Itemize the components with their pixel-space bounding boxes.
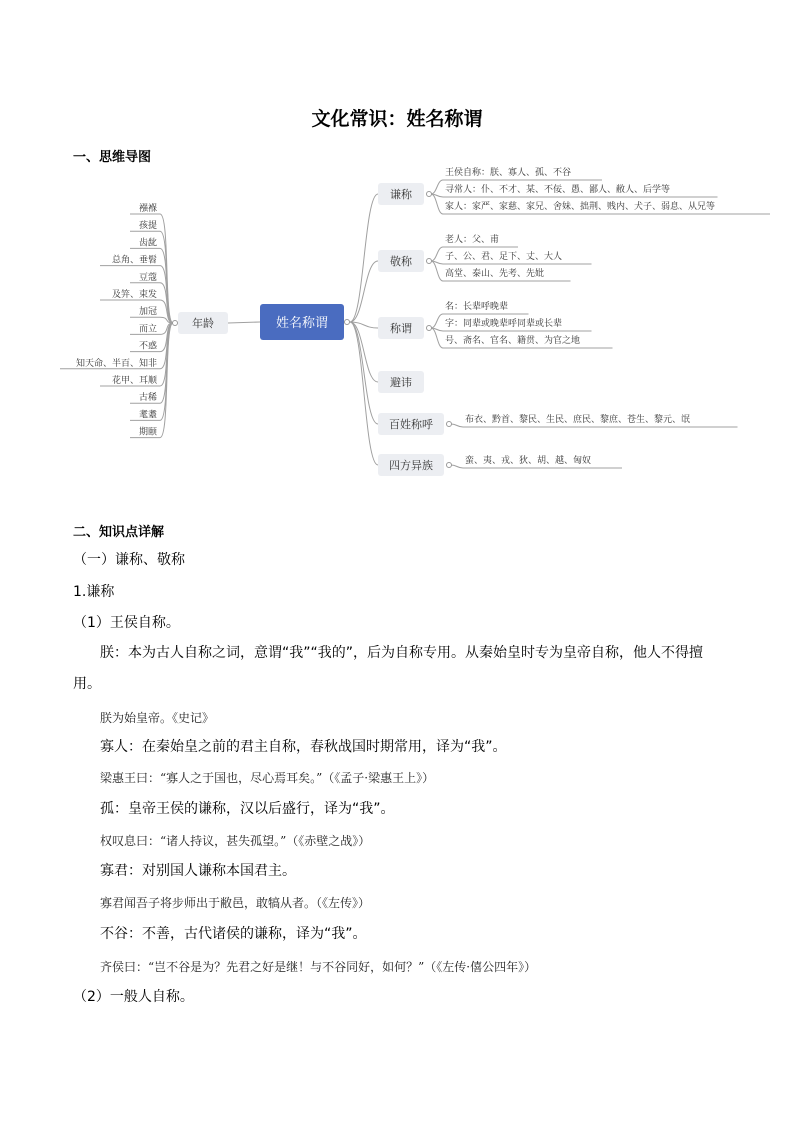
age-connector-dot [173, 321, 178, 326]
center-node-label: 姓名称谓 [275, 316, 329, 331]
zhen-paragraph: 朕：本为古人自称之词，意谓“我”“我的”，后为自称专用。从秦始皇时专为皇帝自称，他人不得擅用。 [73, 645, 704, 692]
age-item: 豆蔻 [138, 272, 157, 283]
subheading-qiancheng: 1.谦称 [73, 584, 115, 600]
age-item: 及笄、束发 [111, 290, 157, 300]
age-item: 而立 [138, 324, 157, 335]
branch-label-5: 四方异族 [389, 459, 433, 472]
age-item: 花甲、耳顺 [111, 376, 157, 386]
age-item: 古稀 [138, 393, 157, 404]
branch-label-0: 谦称 [390, 188, 412, 201]
subheading-qian-jing: （一）谦称、敬称 [73, 552, 185, 568]
branch-child: 蛮、夷、戎、狄、胡、越、匈奴 [465, 456, 592, 466]
age-item: 耄耋 [138, 410, 157, 421]
bugu-paragraph: 不谷：不善，古代诸侯的谦称，译为“我”。 [100, 926, 367, 942]
branch-label-4: 百姓称呼 [389, 418, 433, 431]
section-heading-mindmap: 一、思维导图 [73, 150, 152, 165]
center-connector-dot [345, 320, 350, 325]
branch-child: 家人：家严、家慈、家兄、舍妹、拙荆、贱内、犬子、弱息、从兄等 [445, 202, 716, 212]
branch-child: 布衣、黔首、黎民、生民、庶民、黎庶、苍生、黎元、氓 [465, 415, 691, 425]
branch-connector-dot [427, 192, 432, 197]
age-item: 知天命、半百、知非 [75, 358, 157, 369]
guaren-paragraph: 寡人：在秦始皇之前的君主自称，春秋战国时期常用，译为“我”。 [100, 739, 507, 755]
age-item: 总角、垂髫 [111, 255, 157, 266]
age-item: 齿龀 [138, 238, 157, 249]
page-title: 文化常识：姓名称谓 [311, 108, 483, 130]
age-item: 期颐 [138, 427, 157, 438]
age-item: 不惑 [138, 341, 157, 352]
guaren-quote: 梁惠王曰：“寡人之于国也，尽心焉耳矣。”（《孟子·梁惠王上》） [100, 771, 435, 785]
guajun-paragraph: 寡君：对别国人谦称本国君主。 [100, 863, 296, 879]
mind-map [0, 0, 794, 500]
section-heading-details: 二、知识点详解 [73, 525, 165, 540]
subheading-ordinary: （2）一般人自称。 [73, 989, 194, 1005]
branch-connector-dot [447, 463, 452, 468]
branch-child: 字：同辈或晚辈呼同辈或长辈 [445, 319, 563, 329]
gu-quote: 权叹息曰：“诸人持议，甚失孤望。”（《赤壁之战》） [100, 834, 371, 848]
subheading-wanghou: （1）王侯自称。 [73, 615, 180, 631]
zhen-quote: 朕为始皇帝。《史记》 [100, 711, 215, 725]
branch-connector-dot [447, 422, 452, 427]
branch-child: 寻常人：仆、不才、某、不佞、愚、鄙人、敝人、后学等 [445, 185, 671, 195]
guajun-quote: 寡君闻吾子将步师出于敝邑，敢犒从者。（《左传》） [100, 896, 371, 910]
branch-connector-dot [427, 259, 432, 264]
branch-label-1: 敬称 [390, 255, 412, 268]
branch-child: 王侯自称：朕、寡人、孤、不谷 [445, 168, 572, 178]
age-item: 襁褓 [138, 204, 157, 214]
age-node-label: 年龄 [192, 317, 214, 330]
branch-child: 高堂、泰山、先考、先妣 [445, 269, 545, 279]
branch-child: 号、斋名、官名、籍贯、为官之地 [445, 336, 581, 346]
branch-label-2: 称谓 [390, 322, 412, 335]
branch-child: 名：长辈呼晚辈 [445, 302, 509, 312]
branch-connector-dot [427, 326, 432, 331]
branch-label-3: 避讳 [390, 376, 412, 389]
bugu-quote: 齐侯曰：“岂不谷是为？先君之好是继！与不谷同好，如何？”（《左传·僖公四年》） [100, 960, 537, 974]
gu-paragraph: 孤：皇帝王侯的谦称，汉以后盛行，译为“我”。 [100, 801, 395, 817]
branch-child: 老人：父、甫 [445, 235, 500, 245]
age-item: 加冠 [138, 307, 157, 318]
branch-child: 子、公、君、足下、丈、大人 [445, 252, 563, 262]
age-item: 孩提 [138, 221, 157, 232]
